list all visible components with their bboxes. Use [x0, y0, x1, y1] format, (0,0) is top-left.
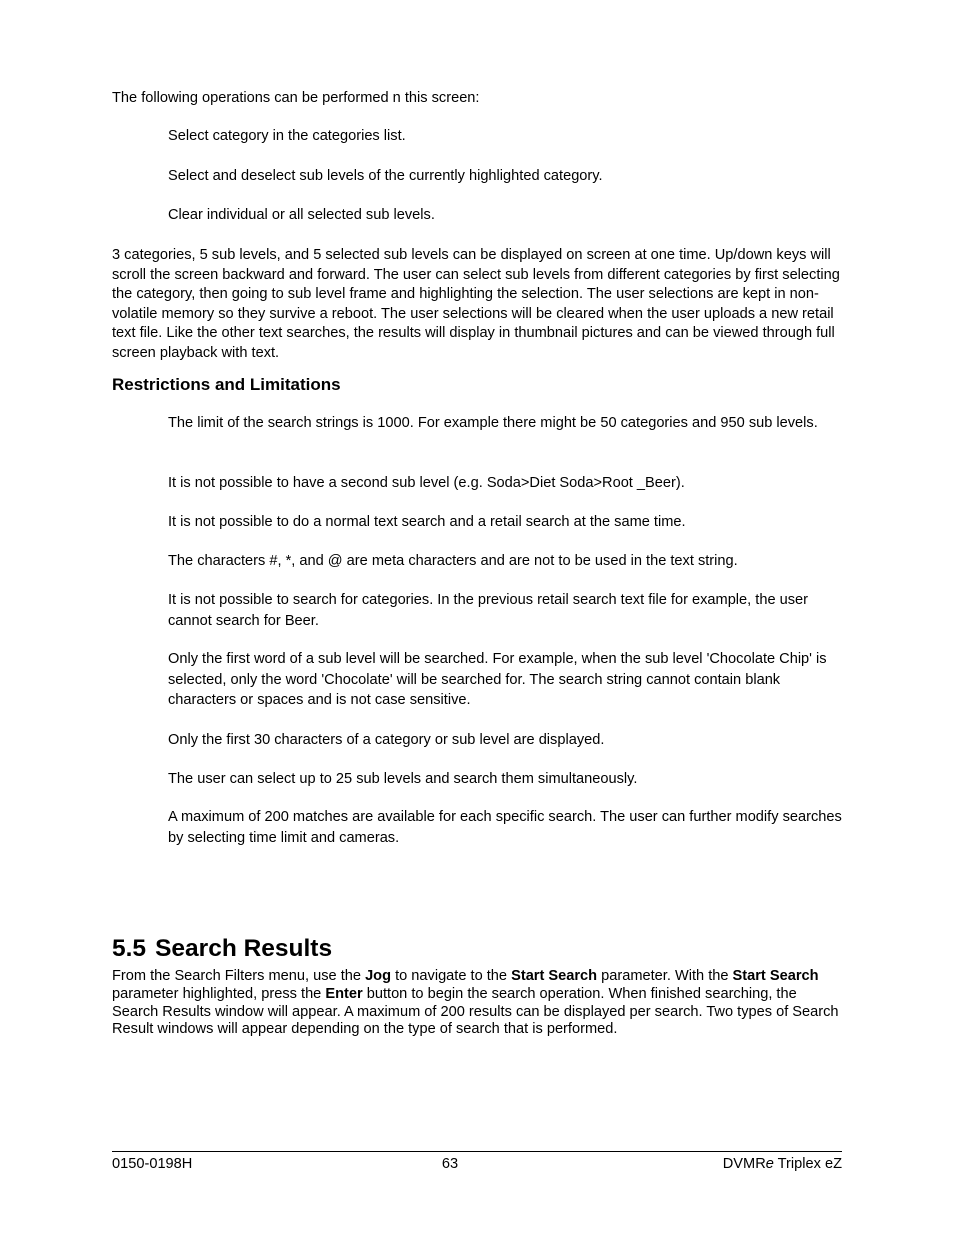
restriction-item: It is not possible to have a second sub level (e.g. Soda>Diet Soda>Root _Beer). — [168, 475, 685, 491]
restrictions-heading: Restrictions and Limitations — [112, 375, 341, 394]
footer-page-number: 63 — [441, 1156, 459, 1172]
restriction-item: It is not possible to search for categories. In the previous retail search text file for example, the user cannot search for Beer. — [168, 592, 809, 629]
start-search-term: Start Search — [732, 968, 819, 984]
text-run: From the Search Filters menu, use the — [112, 968, 366, 984]
text-run: button to begin the search operation. When finished searching, the Search Results window will appear. A maximum of 200 results can be displayed per search. Two types of Search Result windows will appear depending on the type of search that is performed. — [112, 985, 839, 1038]
section-heading — [112, 932, 332, 966]
start-search-term: Start Search — [511, 968, 598, 984]
operation-item: Select category in the categories list. — [168, 128, 406, 144]
restriction-item: Only the first word of a sub level will be searched. For example, when the sub level 'Chocolate Chip' is selected, only the word 'Chocolate' will be searched for. The search string cannot contain blank characters or spaces and is not case sensitive. — [168, 651, 827, 709]
section-number: 5.5 — [112, 935, 147, 962]
text-run: to navigate to the — [391, 968, 512, 984]
restriction-item: The user can select up to 25 sub levels and search them simultaneously. — [168, 771, 638, 787]
intro-paragraph: The following operations can be performed n this screen: — [112, 90, 480, 106]
product-italic: e — [765, 1156, 774, 1172]
operation-item: Select and deselect sub levels of the currently highlighted category. — [168, 168, 603, 184]
restriction-item: A maximum of 200 matches are available for each specific search. The user can further modify searches by selecting time limit and cameras. — [168, 809, 842, 846]
restriction-item: The characters #, *, and @ are meta characters and are not to be used in the text string. — [168, 553, 738, 569]
search-results-paragraph — [112, 968, 842, 1039]
description-paragraph: 3 categories, 5 sub levels, and 5 selected sub levels can be displayed on screen at one time. Up/down keys will scroll the screen backward and forward. The user can select sub levels from different categories by first selecting the category, then going to sub level frame and highlighting the selection. The user selections are kept in non-volatile memory so they survive a reboot. The user selections will be cleared when the user uploads a new retail text file. Like the other text searches, the results will display in thumbnail pictures and can be viewed through full screen playback with text. — [112, 247, 840, 361]
text-run: parameter highlighted, press the — [112, 985, 326, 1002]
restriction-item: Only the first 30 characters of a category or sub level are displayed. — [168, 732, 605, 748]
footer-product-name — [723, 1155, 842, 1173]
enter-term: Enter — [325, 985, 363, 1002]
jog-term: Jog — [365, 968, 392, 984]
product-suffix: Triplex eZ — [773, 1156, 842, 1172]
restriction-item: The limit of the search strings is 1000. For example there might be 50 categories and 950 sub levels. — [168, 415, 818, 431]
restriction-item: It is not possible to do a normal text search and a retail search at the same time. — [168, 514, 686, 530]
section-title: Search Results — [155, 935, 333, 962]
product-prefix: DVMR — [722, 1156, 766, 1172]
footer-doc-number: 0150-0198H — [112, 1156, 193, 1172]
operation-item: Clear individual or all selected sub levels. — [168, 207, 435, 223]
text-run: parameter. With the — [597, 968, 733, 984]
footer-divider — [112, 1151, 842, 1152]
